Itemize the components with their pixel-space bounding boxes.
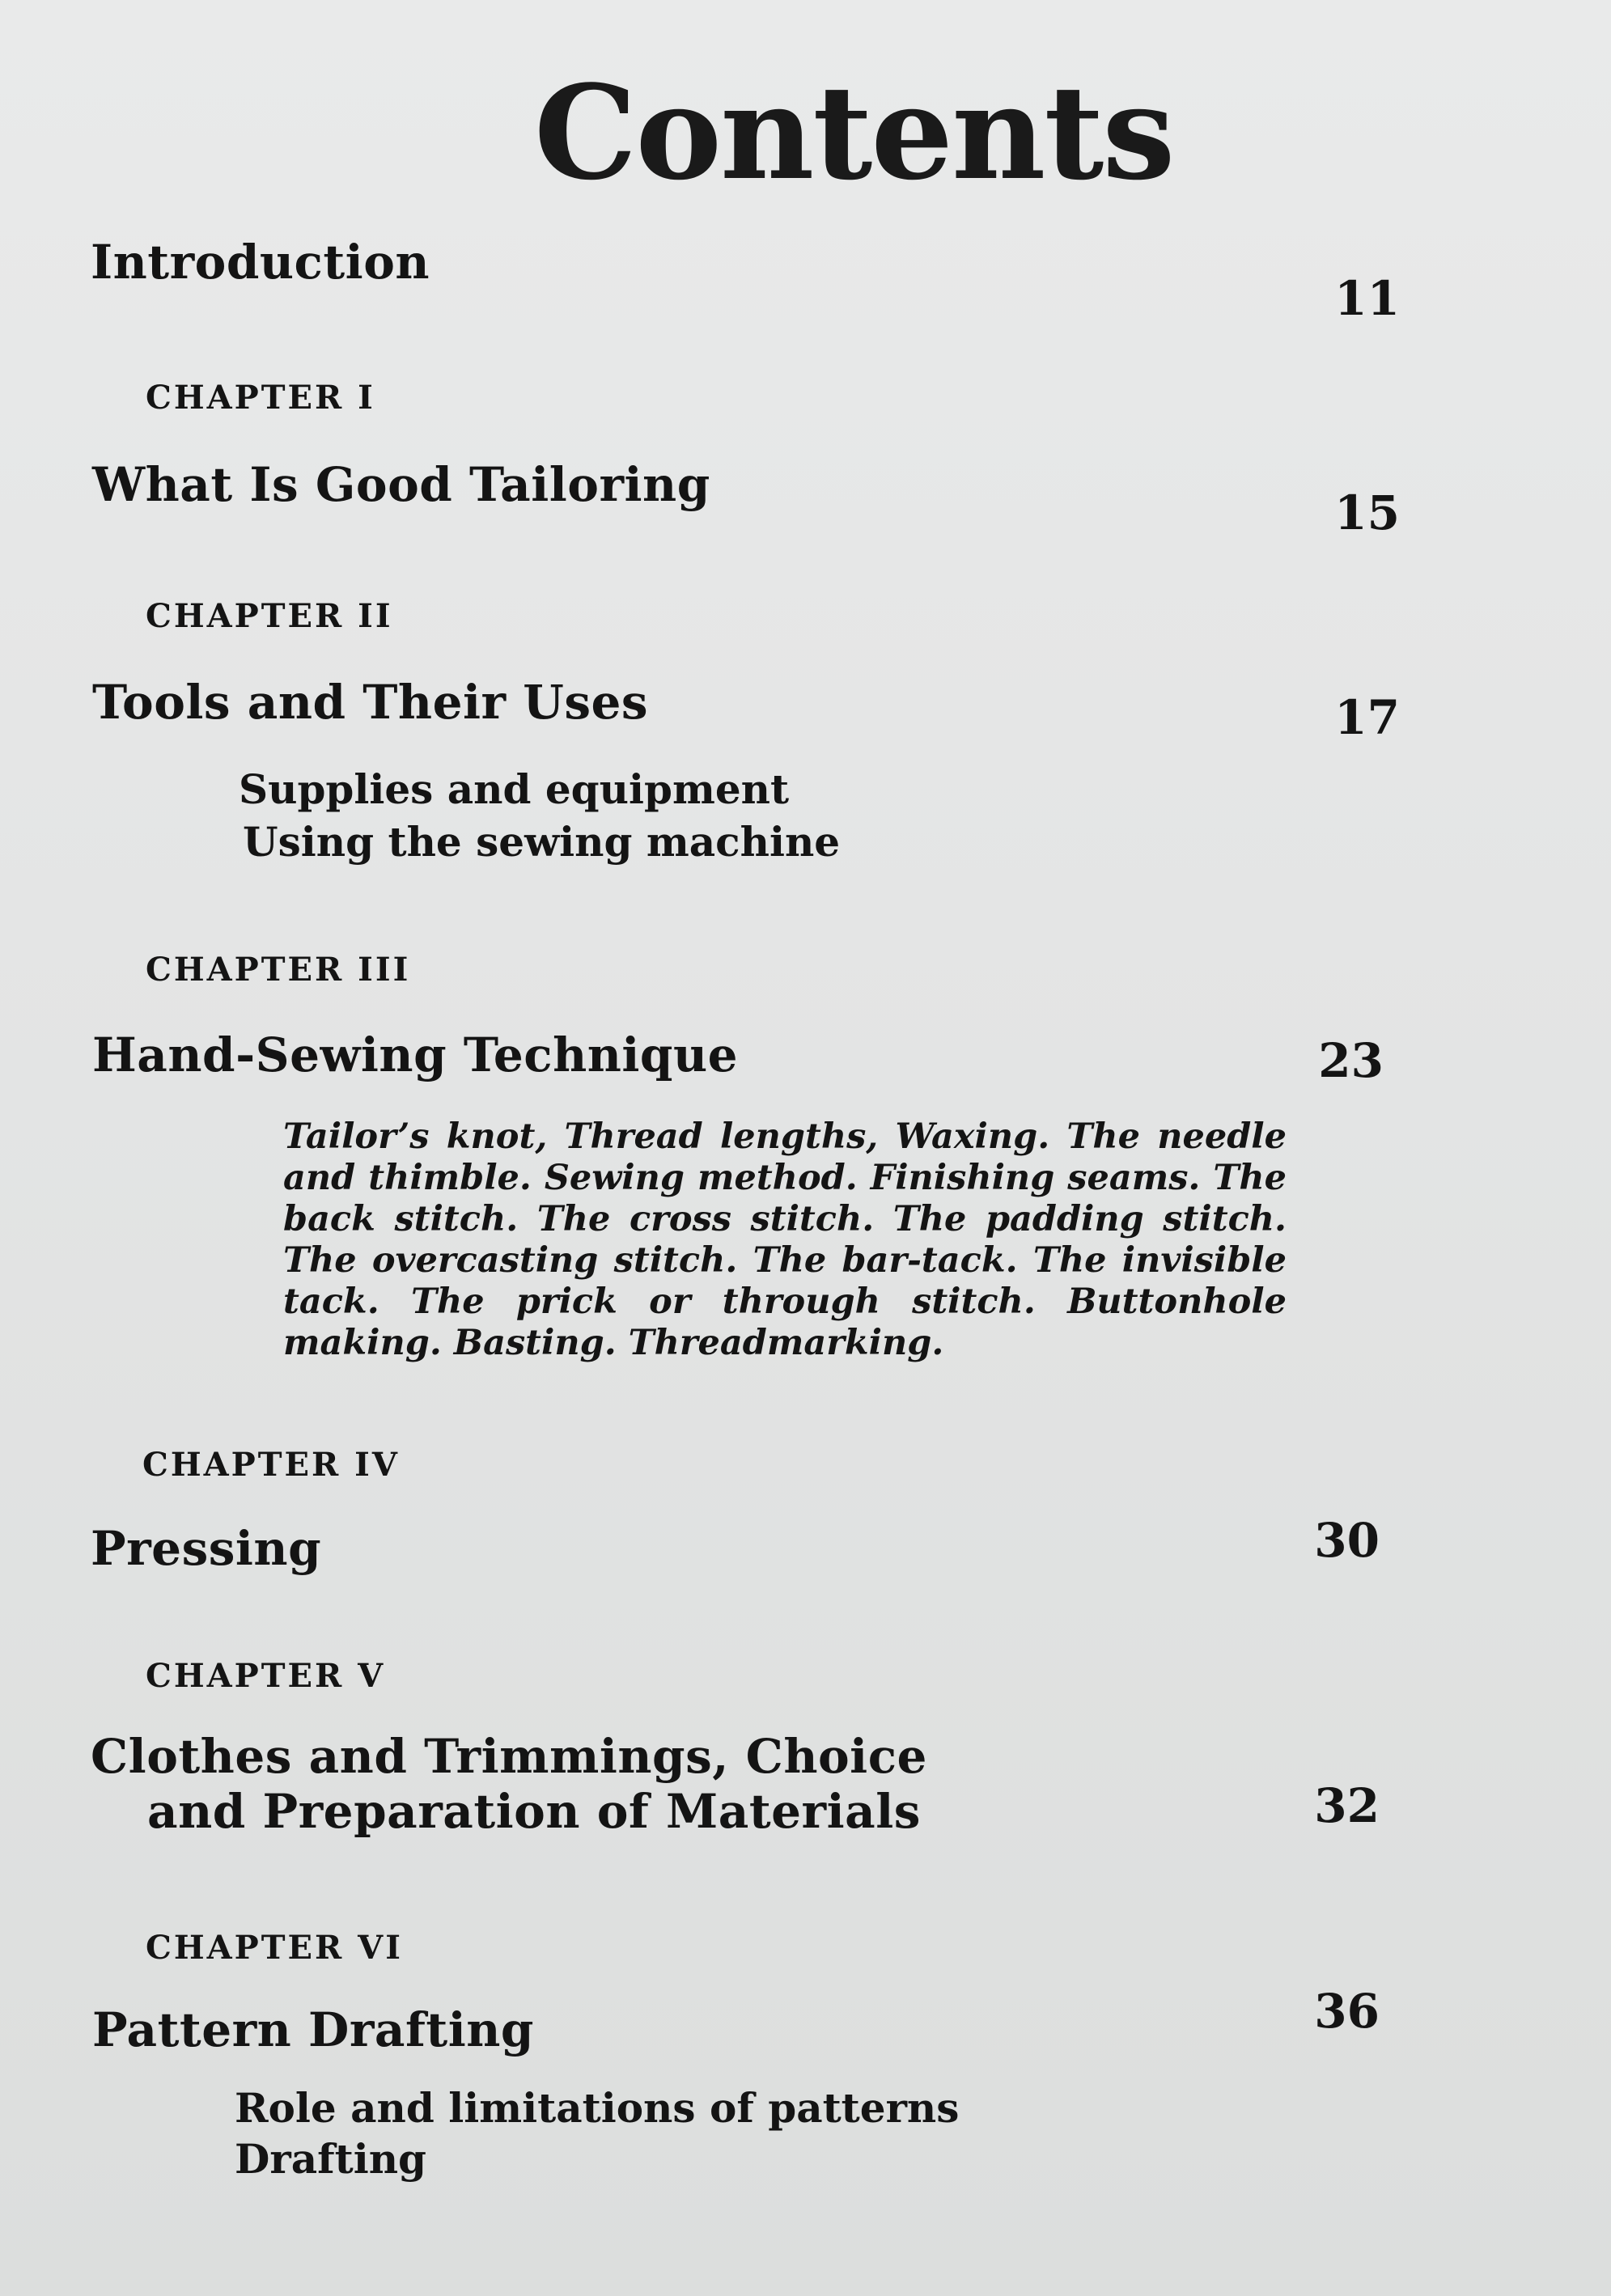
- entry-title-chapter-5-line1: Clothes and Trimmings, Choice: [91, 1729, 927, 1784]
- entry-page-chapter-4: 30: [1314, 1513, 1380, 1568]
- entry-page-chapter-6: 36: [1314, 1984, 1380, 2039]
- subitem-chapter-2-2: Using the sewing machine: [243, 818, 841, 866]
- subitem-chapter-2-1: Supplies and equipment: [239, 765, 790, 813]
- entry-title-introduction: Introduction: [91, 235, 430, 290]
- entry-title-chapter-3: Hand-Sewing Technique: [92, 1027, 739, 1082]
- entry-title-chapter-6: Pattern Drafting: [92, 2002, 534, 2057]
- chapter-label-2: CHAPTER II: [146, 597, 393, 635]
- show-through-bleed: [1092, 210, 1108, 262]
- entry-page-chapter-1: 15: [1334, 485, 1400, 540]
- chapter-label-1: CHAPTER I: [146, 379, 375, 417]
- entry-page-chapter-2: 17: [1334, 690, 1400, 745]
- subitem-chapter-6-1: Role and limitations of patterns: [235, 2084, 960, 2132]
- entry-title-chapter-1: What Is Good Tailoring: [92, 457, 710, 512]
- entry-title-chapter-2: Tools and Their Uses: [92, 675, 649, 730]
- entry-page-chapter-3: 23: [1318, 1033, 1384, 1088]
- entry-page-chapter-5: 32: [1314, 1778, 1380, 1833]
- entry-page-introduction: 11: [1334, 271, 1400, 326]
- chapter-label-3: CHAPTER III: [146, 951, 411, 989]
- page-title: Contents: [534, 57, 1174, 209]
- chapter-3-description: Tailor’s knot, Thread lengths, Waxing. The needle and thimble. Sewing method. Finishing seams. The back stitch. The cross stitch. The padding stitch. The overcasting stitch. The bar-tack. The invisible tack. The prick or through stitch. Buttonhole making. Basting. Threadmarking.: [283, 1116, 1287, 1363]
- entry-title-chapter-4: Pressing: [91, 1521, 322, 1576]
- subitem-chapter-6-2: Drafting: [235, 2135, 427, 2183]
- chapter-label-5: CHAPTER V: [146, 1657, 386, 1695]
- entry-title-chapter-5-line2: and Preparation of Materials: [147, 1784, 921, 1839]
- chapter-label-4: CHAPTER IV: [142, 1446, 400, 1484]
- chapter-label-6: CHAPTER VI: [146, 1929, 403, 1967]
